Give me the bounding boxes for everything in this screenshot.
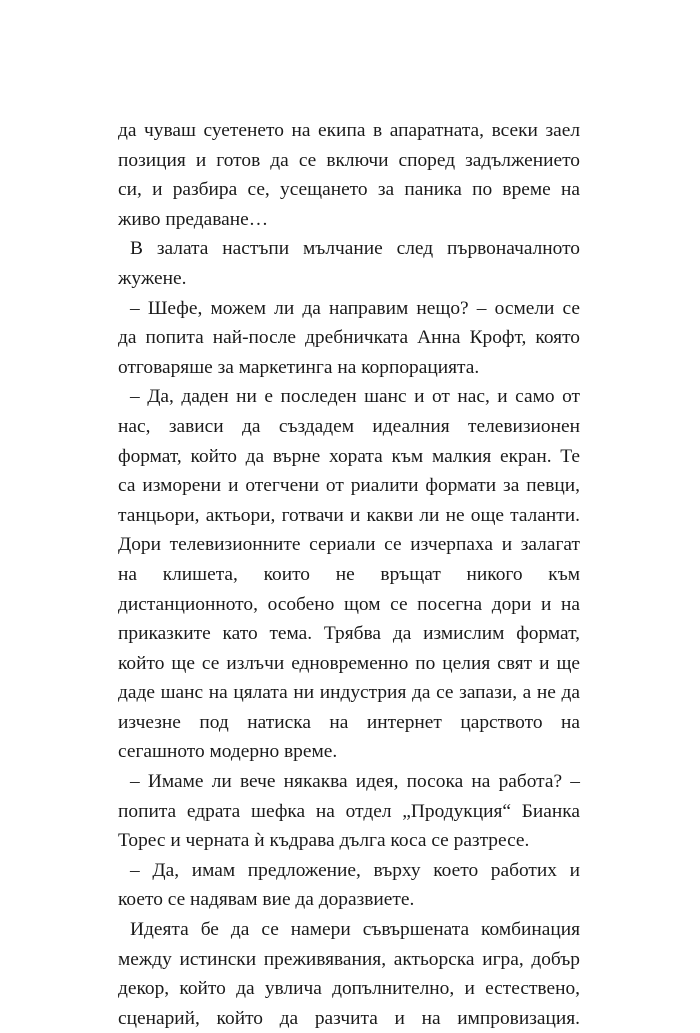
text-line: формат, който да върне хората към малкия екран. Те [118, 445, 580, 467]
text-line: – Имаме ли вече някаква идея, посока на работа? – [130, 771, 580, 793]
text-line: Идеята бе да се намери съвършената комбинация [130, 919, 580, 941]
text-line: попита едрата шефка на отдел „Продукция“ Бианка [118, 800, 580, 822]
text-line: дистанционното, особено щом се посегна дори и на [118, 593, 580, 615]
text-line: на клишета, които не връщат никого към [118, 563, 580, 585]
paragraph [118, 382, 580, 767]
paragraph [118, 116, 580, 234]
text-line: да попита най-после дребничката Анна Крофт, която [118, 327, 580, 349]
text-line: даде шанс на цялата ни индустрия да се запази, а не да [118, 682, 580, 704]
text-line: нас, зависи да създадем идеалния телевизионен [118, 415, 580, 437]
text-line: изчезне под натиска на интернет царството на [118, 711, 580, 733]
text-line: което се надявам вие да доразвиете. [118, 889, 415, 911]
paragraph [118, 234, 580, 293]
text-line: танцьори, актьори, готвачи и какви ли не още таланти. [118, 504, 580, 526]
text-line: отговаряше за маркетинга на корпорацията. [118, 356, 480, 378]
text-line: да чуваш суетенето на екипа в апаратната, всеки заел [118, 120, 580, 141]
text-line: който ще се излъчи едновременно по целия свят и ще [118, 652, 580, 674]
text-line: – Да, имам предложение, върху което работих и [130, 859, 580, 881]
text-line: – Да, даден ни е последен шанс и от нас, и само от [130, 386, 580, 408]
text-line: приказките като тема. Трябва да измислим формат, [118, 623, 580, 645]
text-line: жужене. [118, 267, 187, 289]
paragraph [118, 294, 580, 383]
text-line: живо предаване… [118, 208, 269, 230]
paragraph [118, 856, 580, 915]
text-line: позиция и готов да се включи според задължението [118, 149, 580, 171]
text-line: сценарий, който да разчита и на импровизация. [118, 1007, 580, 1029]
text-line: си, и разбира се, усещането за паника по време на [118, 179, 580, 201]
text-line: В залата настъпи мълчание след първоначалното [130, 238, 580, 260]
text-line: декор, който да увлича допълнително, и естествено, [118, 978, 580, 1000]
text-line: – Шефе, можем ли да направим нещо? – осмели се [130, 297, 580, 319]
paragraph [118, 767, 580, 856]
text-line: Дори телевизионните сериали се изчерпаха и залагат [118, 534, 580, 556]
text-line: сегашното модерно време. [118, 741, 338, 763]
text-line: Торес и черната ѝ къдрава дълга коса се разтресе. [118, 830, 530, 852]
text-line: между истински преживявания, актьорска игра, добър [118, 948, 580, 970]
paragraph [118, 915, 580, 1033]
text-line: са изморени и отегчени от риалити формати за певци, [118, 475, 580, 497]
body-text [118, 116, 580, 1033]
